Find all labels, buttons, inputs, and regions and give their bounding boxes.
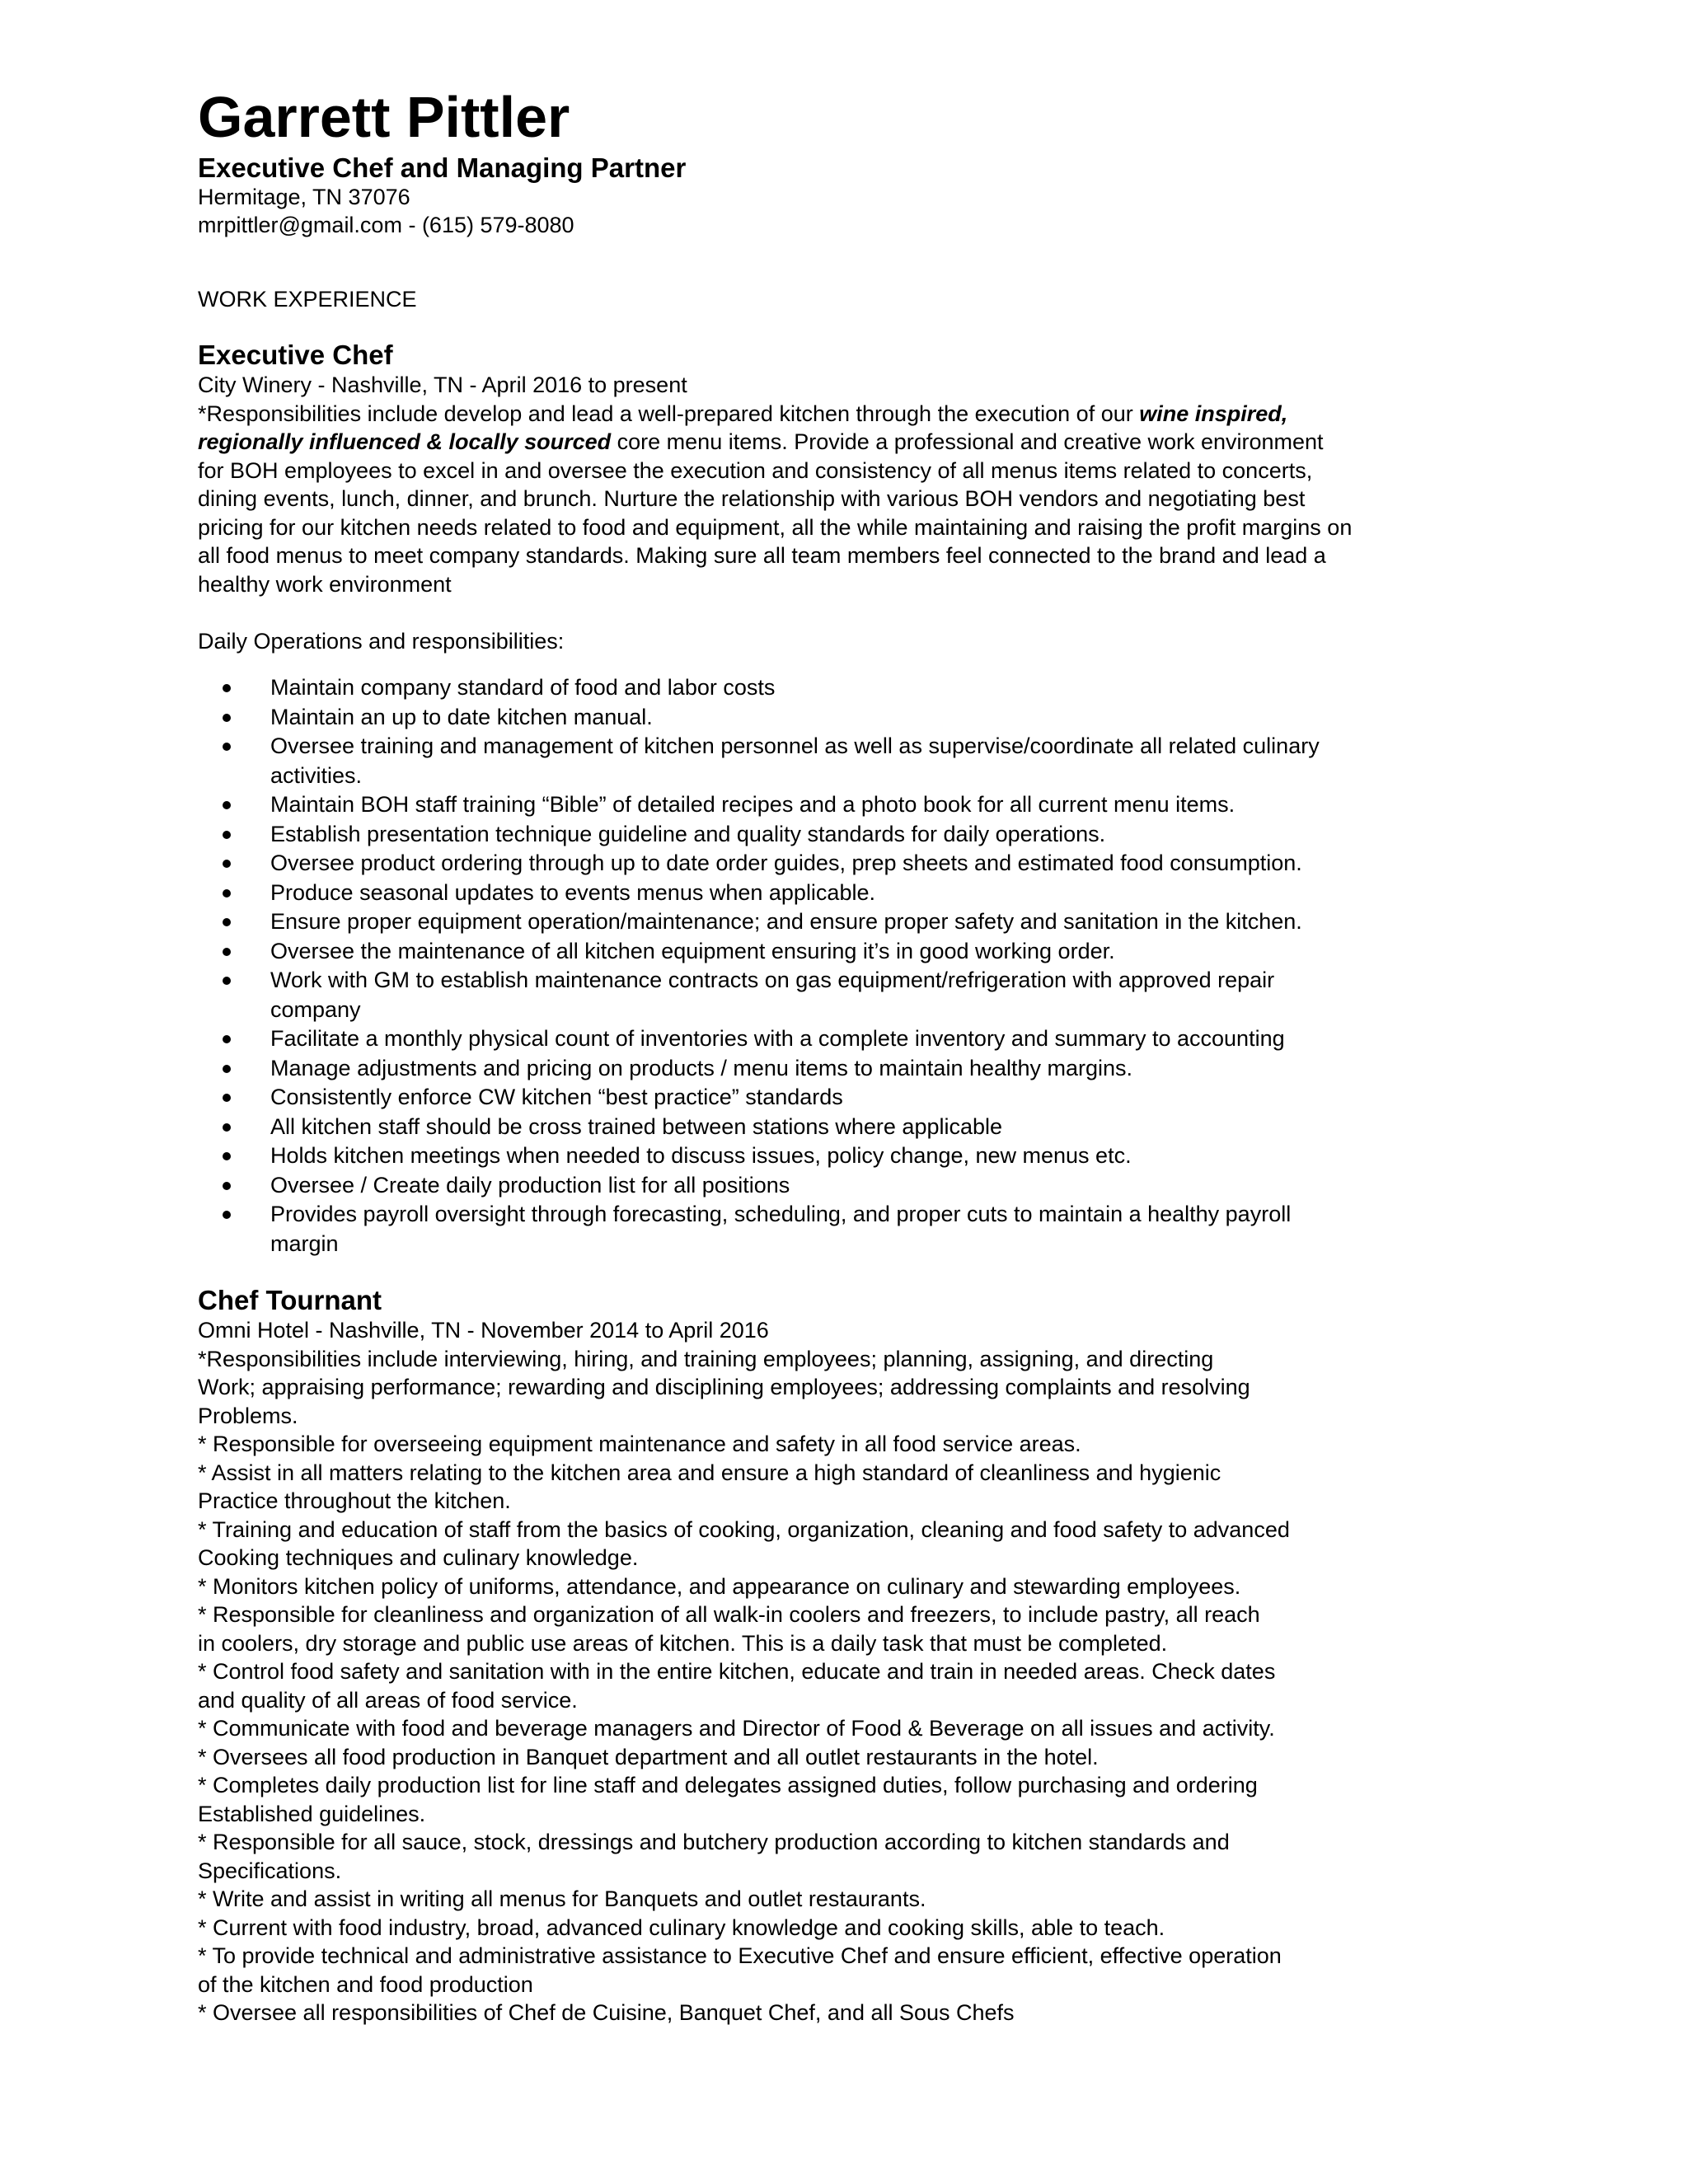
job2-line: Established guidelines.	[198, 1801, 426, 1826]
job2-line: * Assist in all matters relating to the kitchen area and ensure a high standard of cleanliness and hygienic	[198, 1460, 1221, 1485]
section-work-experience: WORK EXPERIENCE	[198, 287, 417, 312]
bullet-icon	[223, 1211, 231, 1219]
job1-responsibility-list	[198, 673, 1500, 1258]
job2-line: Problems.	[198, 1403, 298, 1428]
list-item	[198, 1083, 1500, 1113]
job2-title: Chef Tournant	[198, 1285, 382, 1315]
list-item-text: All kitchen staff should be cross trained between stations where applicable	[270, 1113, 1003, 1139]
job1-summary-line-3: for BOH employees to excel in and oversee the execution and consistency of all menus items related to concerts,	[198, 457, 1313, 483]
bullet-icon	[223, 831, 231, 839]
job2-line: * Monitors kitchen policy of uniforms, attendance, and appearance on culinary and stewarding employees.	[198, 1573, 1241, 1599]
candidate-location: Hermitage, TN 37076	[198, 185, 410, 209]
list-item-text: Consistently enforce CW kitchen “best practice” standards	[270, 1085, 843, 1109]
list-item-text: Oversee product ordering through up to date order guides, prep sheets and estimated food consumption.	[270, 851, 1302, 875]
list-item-text: Ensure proper equipment operation/maintenance; and ensure proper safety and sanitation in the kitchen.	[270, 909, 1302, 934]
list-item	[198, 732, 1500, 790]
job1-summary-text: *Responsibilities include develop and lead a well-prepared kitchen through the execution of our	[198, 401, 1140, 426]
job2-line: * Responsible for all sauce, stock, dressings and butchery production according to kitchen standards and	[198, 1830, 1230, 1854]
job2-line: * Responsible for overseeing equipment maintenance and safety in all food service areas.	[198, 1432, 1081, 1456]
bullet-icon	[223, 918, 231, 926]
bullet-icon	[223, 714, 231, 722]
list-item-text: Oversee / Create daily production list for all positions	[270, 1172, 790, 1197]
list-item-text: Maintain BOH staff training “Bible” of detailed recipes and a photo book for all current menu items.	[270, 792, 1236, 817]
job2-line: * Current with food industry, broad, advanced culinary knowledge and cooking skills, able to teach.	[198, 1915, 1165, 1940]
list-item	[198, 820, 1500, 850]
list-item-text: Manage adjustments and pricing on products / menu items to maintain healthy margins.	[270, 1055, 1133, 1080]
spacer	[198, 655, 1500, 673]
list-item	[198, 1113, 1500, 1142]
list-item	[198, 879, 1500, 908]
job2-line: * Training and education of staff from the basics of cooking, organization, cleaning and food safety to advanced	[198, 1516, 1290, 1542]
list-item	[198, 849, 1500, 879]
list-item	[198, 1200, 1500, 1258]
job2-line: * Control food safety and sanitation with in the entire kitchen, educate and train in needed areas. Check dates	[198, 1659, 1276, 1684]
list-item	[198, 966, 1500, 1024]
job2-line: and quality of all areas of food service.	[198, 1687, 578, 1713]
bullet-icon	[223, 1035, 231, 1043]
job1-summary-line-5: pricing for our kitchen needs related to food and equipment, all the while maintaining and raising the profit margins on	[198, 514, 1353, 540]
bullet-icon	[223, 801, 231, 809]
spacer	[198, 598, 1500, 627]
job2-line: * Communicate with food and beverage managers and Director of Food & Beverage on all issues and activity.	[198, 1716, 1275, 1741]
list-item-text: Work with GM to establish maintenance contracts on gas equipment/refrigeration with approved repair	[270, 968, 1275, 992]
job2-line: in coolers, dry storage and public use areas of kitchen. This is a daily task that must be completed.	[198, 1630, 1168, 1656]
bullet-icon	[223, 743, 231, 751]
list-item-text: Establish presentation technique guideline and quality standards for daily operations.	[270, 821, 1106, 846]
bullet-icon	[223, 1152, 231, 1160]
bullet-icon	[223, 1182, 231, 1190]
list-item-text: Produce seasonal updates to events menus when applicable.	[270, 879, 875, 905]
job2-line: *Responsibilities include interviewing, hiring, and training employees; planning, assigning, and directing	[198, 1346, 1214, 1371]
job1-summary-emphasis: wine inspired,	[1139, 401, 1288, 426]
job1-summary-line-1	[198, 400, 1500, 429]
job1-summary-text: core menu items. Provide a professional and creative work environment	[611, 429, 1324, 454]
list-item	[198, 1171, 1500, 1201]
bullet-icon	[223, 977, 231, 985]
job2-line: Practice throughout the kitchen.	[198, 1488, 511, 1513]
job2-line: * Oversees all food production in Banquet department and all outlet restaurants in the hotel.	[198, 1744, 1099, 1769]
job1-summary-line-4: dining events, lunch, dinner, and brunch. Nurture the relationship with various BOH vendors and negotiating best	[198, 486, 1306, 511]
list-item-text: Maintain company standard of food and labor costs	[270, 675, 776, 700]
bullet-icon	[223, 1094, 231, 1102]
list-item	[198, 937, 1500, 967]
list-item-text: Oversee training and management of kitchen personnel as well as supervise/coordinate all related culinary	[270, 733, 1320, 758]
bullet-icon	[223, 860, 231, 868]
job2-line: * Oversee all responsibilities of Chef de Cuisine, Banquet Chef, and all Sous Chefs	[198, 2000, 1015, 2025]
job1-title: Executive Chef	[198, 340, 393, 370]
list-item-text: activities.	[270, 762, 363, 788]
bullet-icon	[223, 684, 231, 692]
job2-line: Cooking techniques and culinary knowledge.	[198, 1545, 639, 1570]
job2-line: * Responsible for cleanliness and organization of all walk-in coolers and freezers, to include pastry, all reach	[198, 1602, 1260, 1627]
candidate-name: Garrett Pittler	[198, 85, 570, 149]
job1-company-line: City Winery - Nashville, TN - April 2016 to present	[198, 373, 687, 397]
job1-ops-heading: Daily Operations and responsibilities:	[198, 628, 565, 654]
job1-summary-line-7: healthy work environment	[198, 571, 452, 597]
list-item-text: Facilitate a monthly physical count of inventories with a complete inventory and summary to accounting	[270, 1026, 1285, 1051]
list-item	[198, 673, 1500, 703]
list-item	[198, 1024, 1500, 1054]
job2-line: Work; appraising performance; rewarding and disciplining employees; addressing complaints and resolving	[198, 1375, 1250, 1399]
list-item-text: Maintain an up to date kitchen manual.	[270, 704, 653, 729]
list-item	[198, 790, 1500, 820]
job2-responsibility-text	[198, 1345, 1500, 2027]
list-item-text: company	[270, 996, 361, 1022]
list-item-text: Provides payroll oversight through forecasting, scheduling, and proper cuts to maintain a healthy payroll	[270, 1202, 1292, 1226]
bullet-icon	[223, 1123, 231, 1132]
list-item	[198, 1141, 1500, 1171]
list-item-text: Oversee the maintenance of all kitchen equipment ensuring it’s in good working order.	[270, 938, 1115, 963]
list-item	[198, 703, 1500, 733]
bullet-icon	[223, 1065, 231, 1073]
job1-summary-emphasis: regionally influenced & locally sourced	[198, 429, 612, 454]
list-item	[198, 1054, 1500, 1084]
list-item	[198, 907, 1500, 937]
bullet-icon	[223, 889, 231, 898]
bullet-icon	[223, 948, 231, 956]
list-item-text: margin	[270, 1230, 339, 1256]
job1-summary-line-2	[198, 428, 1500, 457]
job2-line: of the kitchen and food production	[198, 1971, 533, 1997]
job2-line: * To provide technical and administrative assistance to Executive Chef and ensure efficient, effective operation	[198, 1943, 1282, 1968]
job2-line: Specifications.	[198, 1858, 342, 1883]
job2-line: * Write and assist in writing all menus for Banquets and outlet restaurants.	[198, 1886, 926, 1911]
candidate-headline: Executive Chef and Managing Partner	[198, 152, 687, 183]
job2-line: * Completes daily production list for line staff and delegates assigned duties, follow purchasing and ordering	[198, 1773, 1258, 1797]
candidate-contact: mrpittler@gmail.com - (615) 579-8080	[198, 213, 574, 237]
job1-summary-line-6: all food menus to meet company standards. Making sure all team members feel connected to the brand and lead a	[198, 543, 1326, 568]
job2-company-line: Omni Hotel - Nashville, TN - November 2014 to April 2016	[198, 1318, 769, 1343]
resume-content	[198, 82, 1500, 2027]
list-item-text: Holds kitchen meetings when needed to discuss issues, policy change, new menus etc.	[270, 1143, 1132, 1168]
